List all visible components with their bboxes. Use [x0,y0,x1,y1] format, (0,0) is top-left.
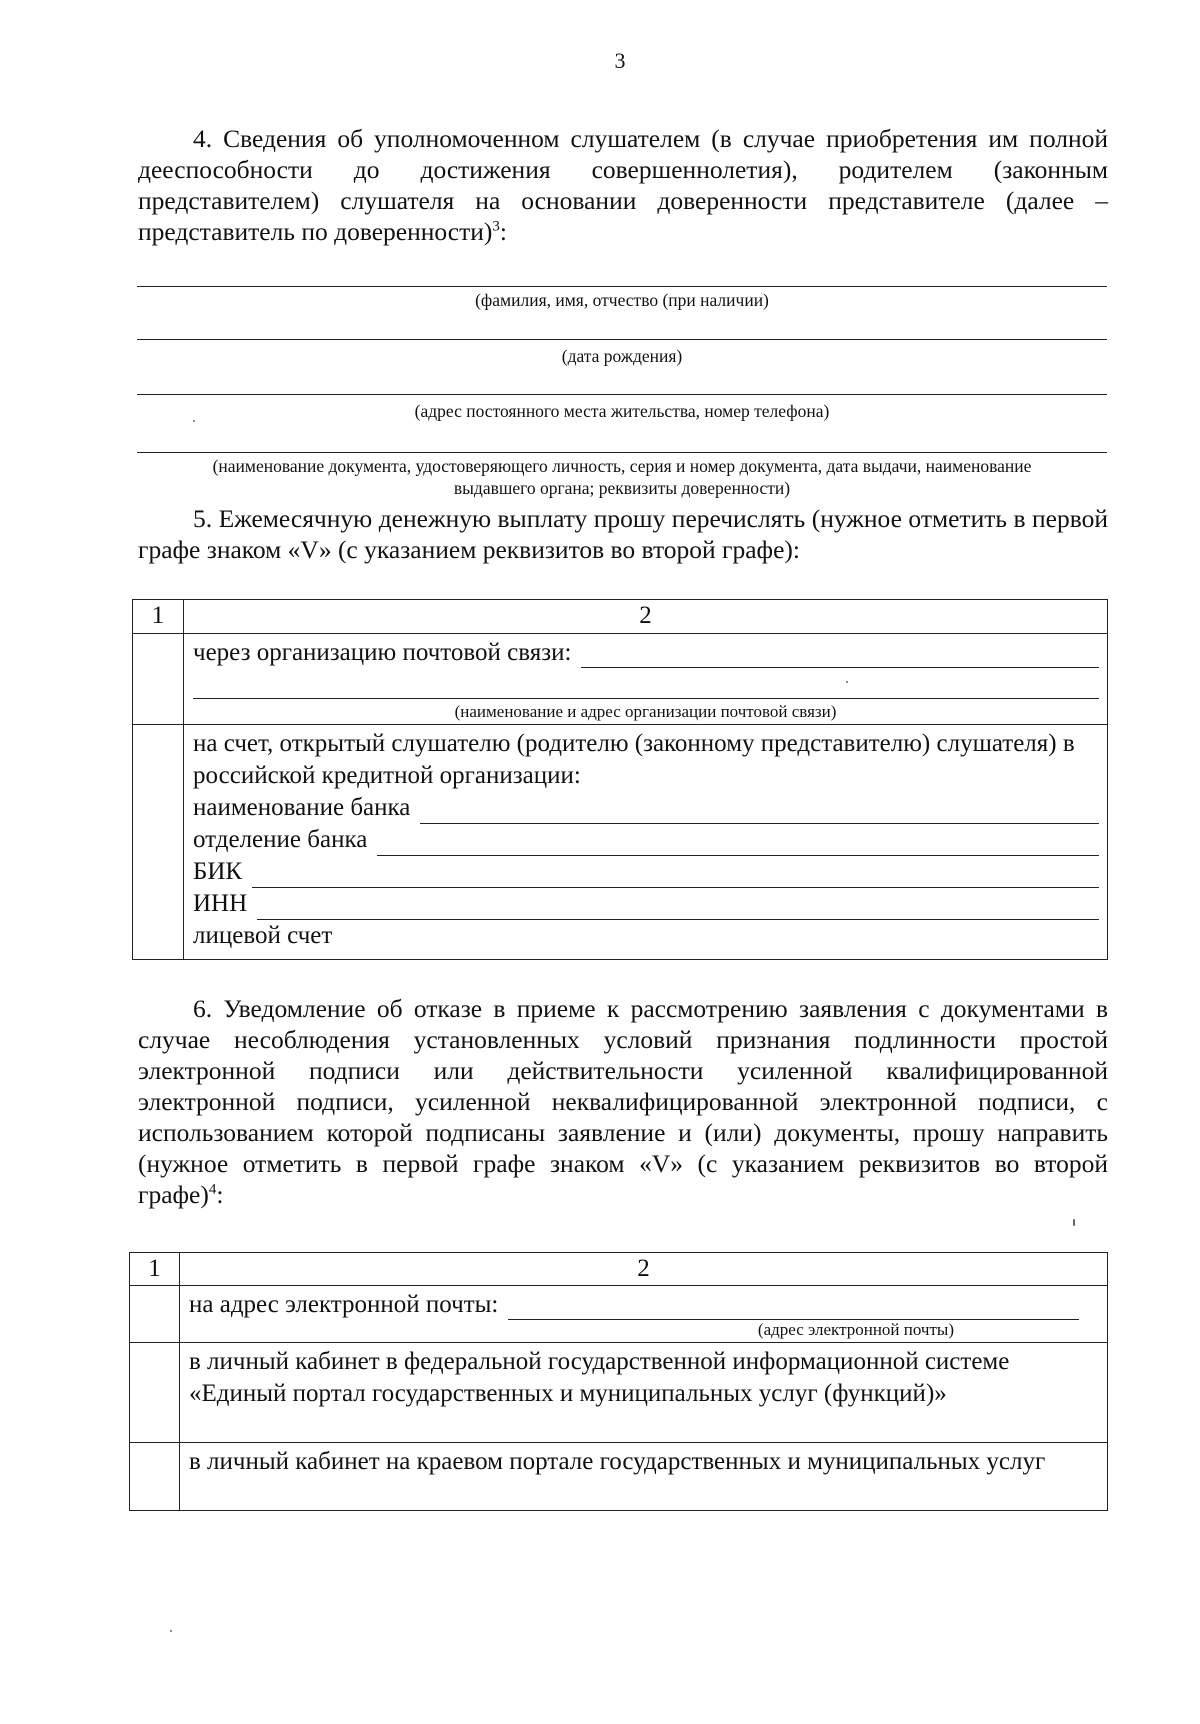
inn-field[interactable] [257,897,1099,920]
payment-method-table [132,599,1108,960]
email-caption: (адрес электронной почты) [757,1320,954,1339]
section-6-text [138,993,1108,1210]
section-6-colon: : [216,1180,224,1209]
page-number: 3 [614,48,626,73]
post-name-field[interactable] [581,645,1099,668]
notification-col-2-header: 2 [180,1253,1108,1286]
bik-field[interactable] [252,865,1099,888]
gosuslugi-option: в личный кабинет в федеральной государственной информационной системе «Единый портал государственных и муниципальных услуг (функций)» [180,1343,1108,1443]
regional-portal-checkbox[interactable] [130,1443,180,1511]
bank-branch-field[interactable] [377,833,1099,856]
caption-document-line-2: выдавшего органа; реквизиты доверенности) [453,478,791,498]
representative-birthdate-field[interactable] [137,339,1107,340]
email-row [189,1289,1099,1320]
payment-col-1-header: 1 [133,600,184,634]
bank-name-field[interactable] [420,801,1099,824]
post-address-field[interactable] [193,668,1099,699]
footnote-4: 4 [208,1181,217,1198]
caption-birthdate: (дата рождения) [561,346,683,366]
scan-speck [1073,1219,1075,1226]
email-checkbox[interactable] [130,1286,180,1343]
account-checkbox[interactable] [133,725,184,960]
representative-address-field[interactable] [137,394,1107,395]
section-4-colon: : [499,217,507,246]
account-number-row [193,920,1099,952]
email-option [180,1286,1108,1343]
bank-branch-label: отделение банка [193,826,368,853]
section-5-text: 5. Ежемесячную денежную выплату прошу перечислять (нужное отметить в первой графе знаком «V» (с указанием реквизитов во второй графе): [138,504,1108,564]
representative-name-field[interactable] [137,286,1107,287]
post-option [184,634,1108,725]
caption-address: (адрес постоянного места жительства, номер телефона) [414,401,830,421]
email-label: на адрес электронной почты: [189,1291,499,1318]
payment-col-2-header: 2 [184,600,1108,634]
caption-full-name: (фамилия, имя, отчество (при наличии) [475,290,769,310]
bik-label: БИК [193,858,243,885]
scan-speck [170,1630,172,1632]
section-6-body: 6. Уведомление об отказе в приеме к рассмотрению заявления с документами в случае несоблюдения установленных условий признания подлинности простой электронной подписи или действительности усиленной квалифицированной электронной подписи, усиленной неквалифицированной электронной подписи, с использованием которой подписаны заявление и (или) документы, прошу направить (нужное отметить в первой графе знаком «V» (с указанием реквизитов во второй графе) [138,994,1108,1209]
scan-speck [193,420,195,422]
notification-col-1-header: 1 [130,1253,180,1286]
post-checkbox[interactable] [133,634,184,725]
account-number-label: лицевой счет [193,922,333,949]
notification-method-table [129,1252,1108,1511]
scan-speck [846,681,848,683]
bank-name-row [193,792,1099,824]
regional-portal-option: в личный кабинет на краевом портале государственных и муниципальных услуг [180,1443,1108,1511]
account-description: на счет, открытый слушателю (родителю (законному представителю) слушателя) в российской кредитной организации: [193,730,1075,789]
section-4-text [138,123,1108,247]
email-field[interactable] [508,1297,1079,1320]
bank-name-label: наименование банка [193,794,411,821]
post-row [193,637,1099,668]
section-4-body: 4. Сведения об уполномоченном слушателем (в случае приобретения им полной дееспособности до достижения совершеннолетия), родителем (законным представителем) слушателя на основании доверенности представителе (далее – представитель по доверенности) [138,124,1108,246]
account-option [184,725,1108,960]
bik-row [193,856,1099,888]
post-label: через организацию почтовой связи: [193,639,572,666]
inn-row [193,888,1099,920]
gosuslugi-checkbox[interactable] [130,1343,180,1443]
post-caption: (наименование и адрес организации почтовой связи) [454,702,837,721]
inn-label: ИНН [193,890,248,917]
footnote-3: 3 [492,218,500,235]
caption-document-line-1: (наименование документа, удостоверяющего личность, серия и номер документа, дата выдачи, наименование [212,456,1032,476]
bank-branch-row [193,824,1099,856]
representative-document-field[interactable] [137,452,1107,453]
